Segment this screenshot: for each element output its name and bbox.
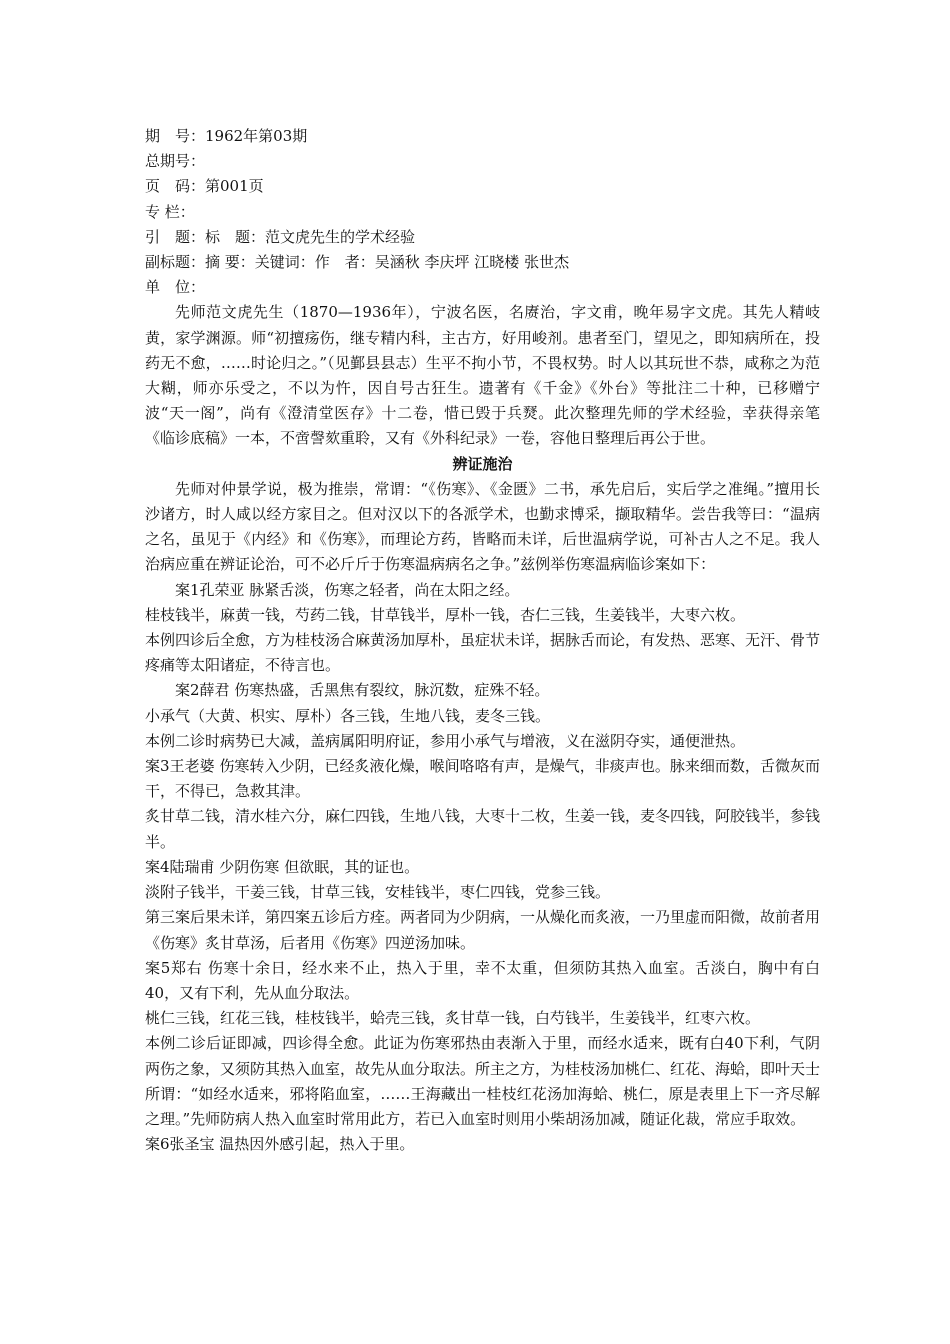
- case-6-title: 案6张圣宝 温热因外感引起，热入于里。: [145, 1135, 415, 1154]
- case-5-prescription: 桃仁三钱，红花三钱，桂枝钱半，蛤壳三钱，炙甘草一钱，白芍钱半，生姜钱半，红枣六枚。: [145, 1009, 761, 1028]
- case-5-title: 案5郑右 伤寒十余日，经水来不止，热入于里，幸不太重，但须防其热入血室。舌淡白，胸中有白40，又有下利，先从血分取法。: [145, 958, 820, 1002]
- meta-unit: 单 位：: [145, 278, 206, 297]
- case-3-title: 案3王老婆 伤寒转入少阴，已经炙液化燥，喉间咯咯有声，是燥气，非痰声也。脉来细而数，舌微灰而干，不得已，急救其津。: [145, 757, 820, 801]
- meta-subtitle: 副标题：摘 要：关键词：作 者：吴涵秋 李庆坪 江晓楼 张世杰: [145, 253, 570, 272]
- meta-title: 引 题：标 题：范文虎先生的学术经验: [145, 227, 416, 246]
- case-5-commentary: 本例二诊后证即减，四诊得全愈。此证为伤寒邪热由表渐入于里，而经水适来，既有白40下利，气阴两伤之象，又须防其热入血室，故先从血分取法。所主之方，为桂枝汤加桃仁、红花、海蛤，即叶天士所谓：“如经水适来，邪将陷血室，……王海藏出一桂枝红花汤加海蛤、桃仁，原是表里上下一齐尽解之理。”先师防病人热入血室时常用此方，若已入血室时则用小柴胡汤加减，随证化裁，常应手取效。: [145, 1034, 821, 1128]
- case-2-title: 案2薛君 伤寒热盛，舌黑焦有裂纹，脉沉数，症殊不轻。: [175, 681, 550, 700]
- case-4-prescription: 淡附子钱半，干姜三钱，甘草三钱，安桂钱半，枣仁四钱，党参三钱。: [145, 883, 611, 902]
- case-2-prescription: 小承气（大黄、枳实、厚朴）各三钱，生地八钱，麦冬三钱。: [145, 706, 551, 725]
- meta-issue: 期 号：1962年第03期: [145, 127, 308, 145]
- meta-total-issue: 总期号：: [145, 152, 206, 171]
- intro-paragraph: 先师范文虎先生（1870—1936年），宁波名医，名赓治，字文甫，晚年易字文虎。其先人精岐黄，家学渊源。师“初擅疡伤，继专精内科，主古方，好用峻剂。患者至门，望见之，即知病所在，投药无不愈，……时论归之。”（见鄞县县志）生平不拘小节，不畏权势。时人以其玩世不恭，咸称之为范大糊，师亦乐受之，不以为忤，因自号古狂生。遗著有《千金》《外台》等批注二十种，已移赠宁波“天一阁”，尚有《澄清堂医存》十二卷，惜已毁于兵燹。此次整理先师的学术经验，幸获得亲笔《临诊底稿》一本，不啻謦欬重聆，又有《外科纪录》一卷，容他日整理后再公于世。: [145, 303, 820, 448]
- section-intro-paragraph: 先师对仲景学说，极为推崇，常谓：“《伤寒》、《金匮》二书，承先启后，实后学之准绳。”擅用长沙诸方，时人咸以经方家目之。但对汉以下的各派学术，也勤求博采，撷取精华。尝告我等曰：“温病之名，虽见于《内经》和《伤寒》，而理论方药，皆略而未详，后世温病学说，可补古人之不足。我人治病应重在辨证论治，可不必斤斤于伤寒温病病名之争。”兹例举伤寒温病临诊案如下：: [145, 479, 820, 574]
- section-heading: 辨证施治: [452, 454, 513, 473]
- meta-page: 页 码：第001页: [145, 177, 264, 196]
- document-body: [145, 124, 820, 1157]
- case-2-commentary: 本例二诊时病势已大减，盖病属阳明府证，参用小承气与增液，义在滋阴夺实，通便泄热。: [145, 731, 746, 750]
- case-4-title: 案4陆瑞甫 少阴伤寒 但欲眠，其的证也。: [145, 857, 420, 876]
- case-3-prescription: 炙甘草二钱，清水桂六分，麻仁四钱，生地八钱，大枣十二枚，生姜一钱，麦冬四钱，阿胶钱半，参钱半。: [145, 807, 821, 851]
- case-3-4-commentary: 第三案后果未详，第四案五诊后方痊。两者同为少阴病，一从燥化而炙液，一乃里虚而阳微，故前者用《伤寒》炙甘草汤，后者用《伤寒》四逆汤加味。: [145, 908, 821, 952]
- meta-column: 专 栏：: [145, 202, 195, 221]
- case-1-prescription: 桂枝钱半，麻黄一钱，芍药二钱，甘草钱半，厚朴一钱，杏仁三钱，生姜钱半，大枣六枚。: [145, 605, 746, 624]
- case-1-title: 案1孔荣亚 脉紧舌淡，伤寒之轻者，尚在太阳之经。: [175, 580, 520, 599]
- case-1-commentary: 本例四诊后全愈，方为桂枝汤合麻黄汤加厚朴，虽症状未详，据脉舌而论，有发热、恶寒、无汗、骨节疼痛等太阳诸症，不待言也。: [145, 631, 821, 675]
